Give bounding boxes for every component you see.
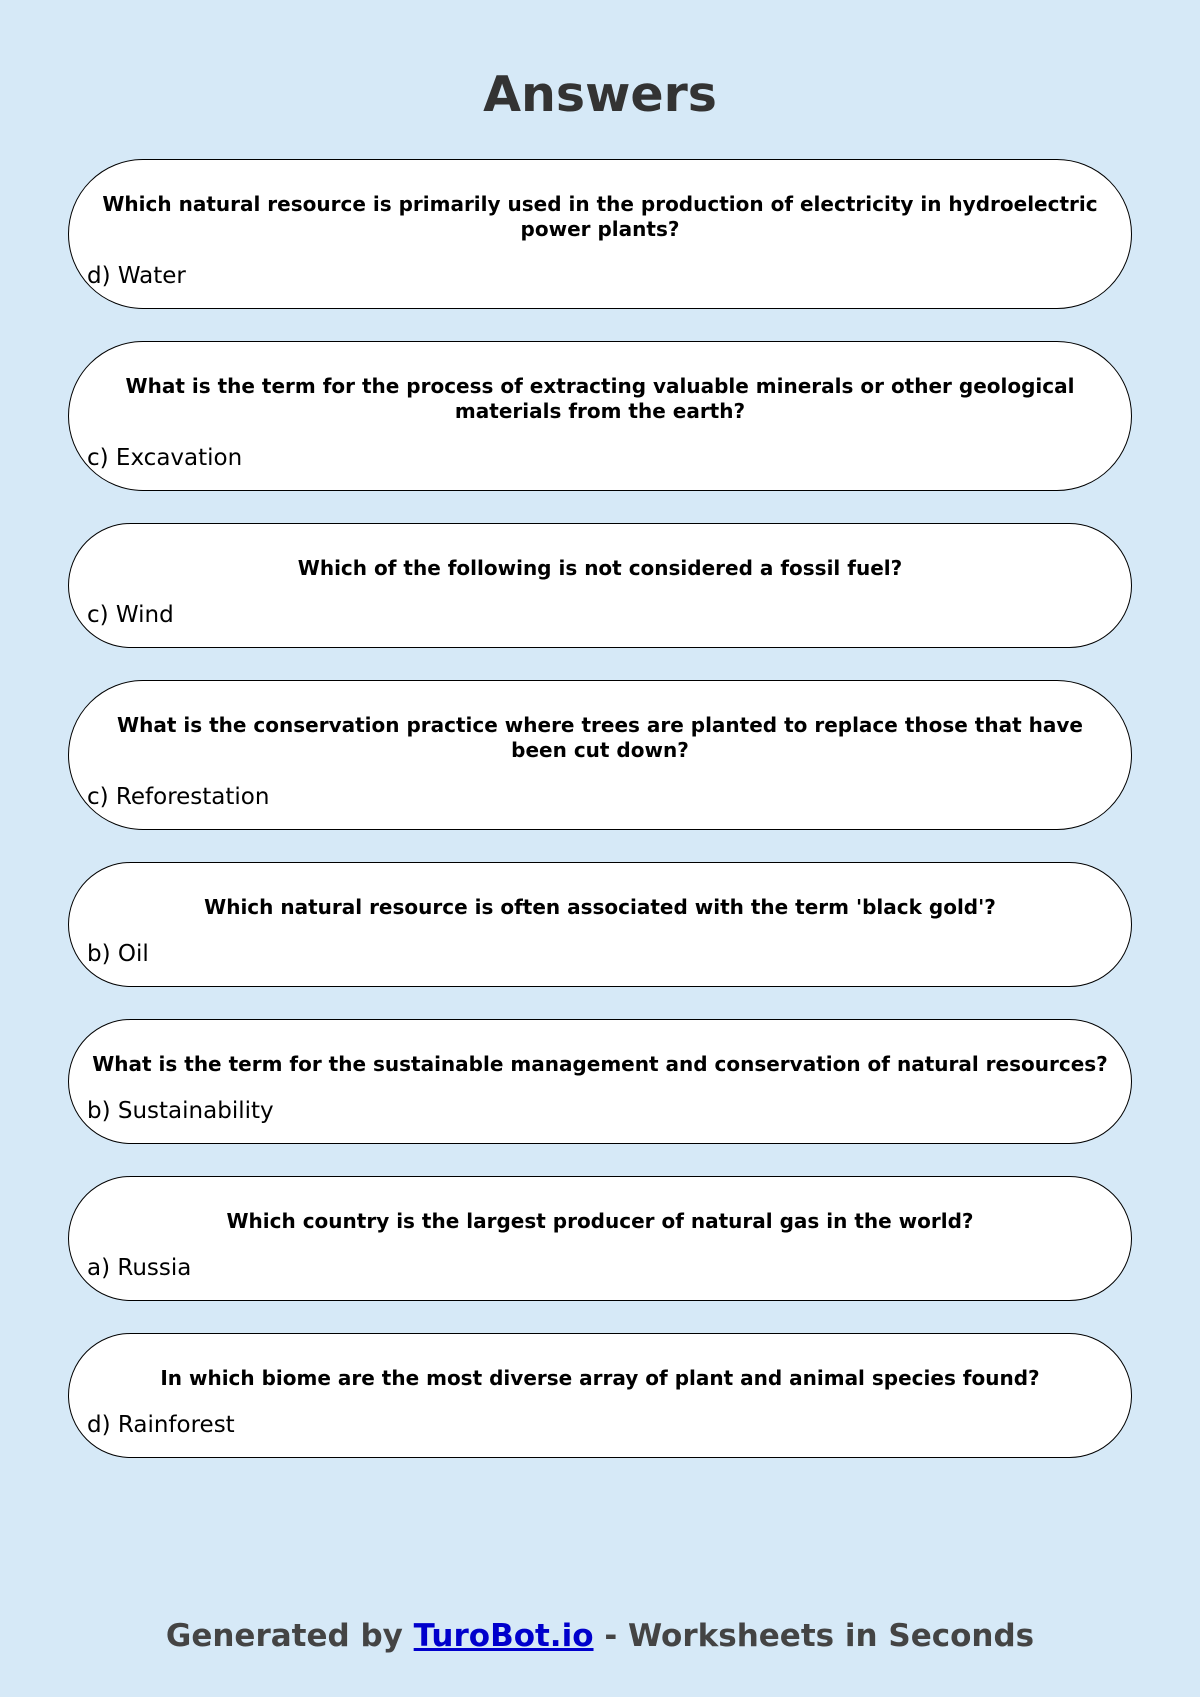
footer: [0, 1618, 1200, 1655]
answer-text: d) Rainforest: [87, 1412, 235, 1438]
answer-text: d) Water: [87, 263, 186, 289]
answer-card: [68, 1019, 1132, 1144]
question-text: Which country is the largest producer of natural gas in the world?: [226, 1209, 974, 1233]
question-text: What is the term for the sustainable management and conservation of natural resources?: [92, 1052, 1108, 1076]
answer-card: [68, 159, 1132, 309]
answer-card: [68, 680, 1132, 830]
question-text: Which natural resource is primarily used in the production of electricity in hydroelectric power plants?: [102, 192, 1098, 241]
turobot-link[interactable]: TuroBot.io: [413, 1618, 594, 1654]
question-text: Which of the following is not considered a fossil fuel?: [297, 556, 903, 580]
answer-card: [68, 523, 1132, 648]
question-text: What is the conservation practice where trees are planted to replace those that have been cut down?: [117, 713, 1083, 762]
answer-text: b) Oil: [87, 941, 149, 967]
question-text: Which natural resource is often associated with the term 'black gold'?: [204, 895, 996, 919]
answer-card: [68, 341, 1132, 491]
footer-prefix: Generated by: [165, 1618, 403, 1654]
question-text: What is the term for the process of extracting valuable minerals or other geological materials from the earth?: [125, 374, 1075, 423]
page-title: Answers: [483, 66, 717, 123]
answer-card: [68, 1176, 1132, 1301]
answer-text: c) Wind: [87, 602, 174, 628]
answer-card: [68, 862, 1132, 987]
question-text: In which biome are the most diverse array of plant and animal species found?: [160, 1366, 1040, 1390]
footer-suffix: - Worksheets in Seconds: [604, 1618, 1035, 1654]
answer-card: [68, 1333, 1132, 1458]
answer-text: b) Sustainability: [87, 1098, 274, 1124]
answer-text: c) Reforestation: [87, 784, 270, 810]
answer-list: [68, 159, 1132, 1490]
answer-text: a) Russia: [87, 1255, 192, 1281]
answer-text: c) Excavation: [87, 445, 243, 471]
